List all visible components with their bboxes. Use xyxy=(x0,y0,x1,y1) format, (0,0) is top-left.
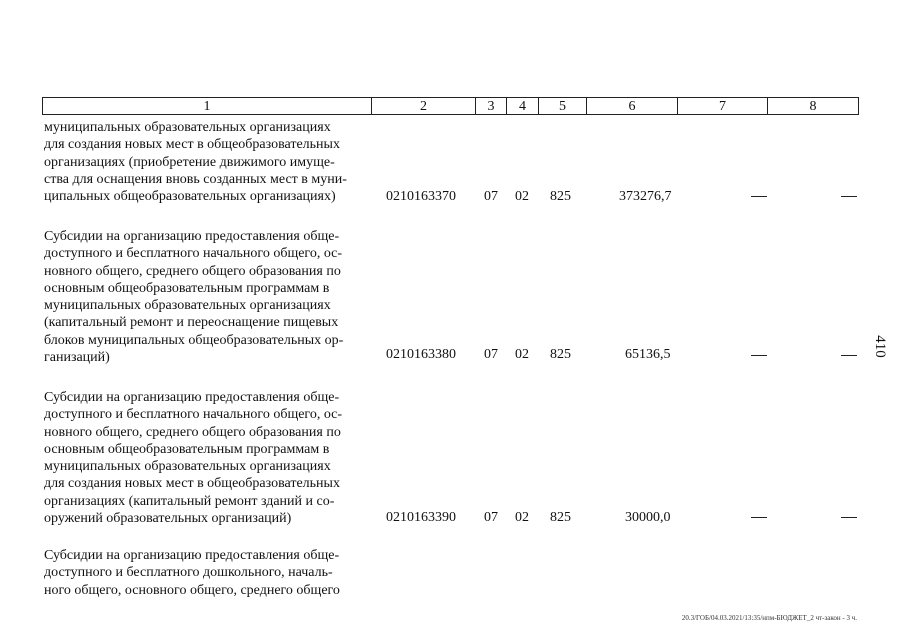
row-col8-dash xyxy=(841,517,857,518)
row-code: 0210163390 xyxy=(386,510,456,525)
column-header-7: 7 xyxy=(677,98,767,114)
column-header-1: 1 xyxy=(203,99,211,114)
row-col7-dash xyxy=(751,196,767,197)
row-subsection: 02 xyxy=(515,189,529,204)
column-header-4: 4 xyxy=(506,98,538,114)
row-subsection: 02 xyxy=(515,347,529,362)
row-description: Субсидии на организацию предоставления обще- доступного и бесплатного начального общего, ос- новного общего, среднего общего образования по основным общеобразовательным программам в муниципальных образовательных организациях (капитальный ремонт и переоснащение пищевых блоков муниципальных общеобразовательных ор- ганизаций) xyxy=(44,229,344,366)
row-kvr: 825 xyxy=(550,189,571,204)
column-header-5: 5 xyxy=(538,98,586,114)
row-description: муниципальных образовательных организациях для создания новых мест в общеобразовательных организациях (приобретение движимого имуще- ства для оснащения вновь созданных мест в муни- ципальных общеобразовательных организациях) xyxy=(44,120,347,205)
row-section: 07 xyxy=(484,189,498,204)
row-col8-dash xyxy=(841,196,857,197)
row-kvr: 825 xyxy=(550,347,571,362)
column-header-3: 3 xyxy=(475,98,506,114)
row-code: 0210163370 xyxy=(386,189,456,204)
column-header-8: 8 xyxy=(767,98,858,114)
page-number: 410 xyxy=(871,335,888,358)
table-header-row xyxy=(42,97,859,115)
row-col7-dash xyxy=(751,355,767,356)
row-amount: 373276,7 xyxy=(619,189,672,204)
row-description: Субсидии на организацию предоставления обще- доступного и бесплатного начального общего, ос- новного общего, среднего общего образования по основным общеобразовательным программам в муниципальных образовательных организациях для создания новых мест в общеобразовательных организациях (капитальный ремонт зданий и со- оружений образовательных организаций) xyxy=(44,390,343,527)
row-amount: 30000,0 xyxy=(625,510,671,525)
row-description: Субсидии на организацию предоставления обще- доступного и бесплатного дошкольного, началь- ного общего, основного общего, среднего общего xyxy=(44,548,340,598)
row-amount: 65136,5 xyxy=(625,347,671,362)
row-kvr: 825 xyxy=(550,510,571,525)
row-col7-dash xyxy=(751,517,767,518)
document-footer: 20.3/ГОБ/04.03.2021/13:35/нпм-БЮДЖЕТ_2 чт-закон - 3 ч. xyxy=(681,614,857,622)
row-section: 07 xyxy=(484,347,498,362)
row-code: 0210163380 xyxy=(386,347,456,362)
row-section: 07 xyxy=(484,510,498,525)
row-subsection: 02 xyxy=(515,510,529,525)
row-col8-dash xyxy=(841,355,857,356)
column-header-6: 6 xyxy=(586,98,677,114)
column-header-2: 2 xyxy=(371,98,475,114)
